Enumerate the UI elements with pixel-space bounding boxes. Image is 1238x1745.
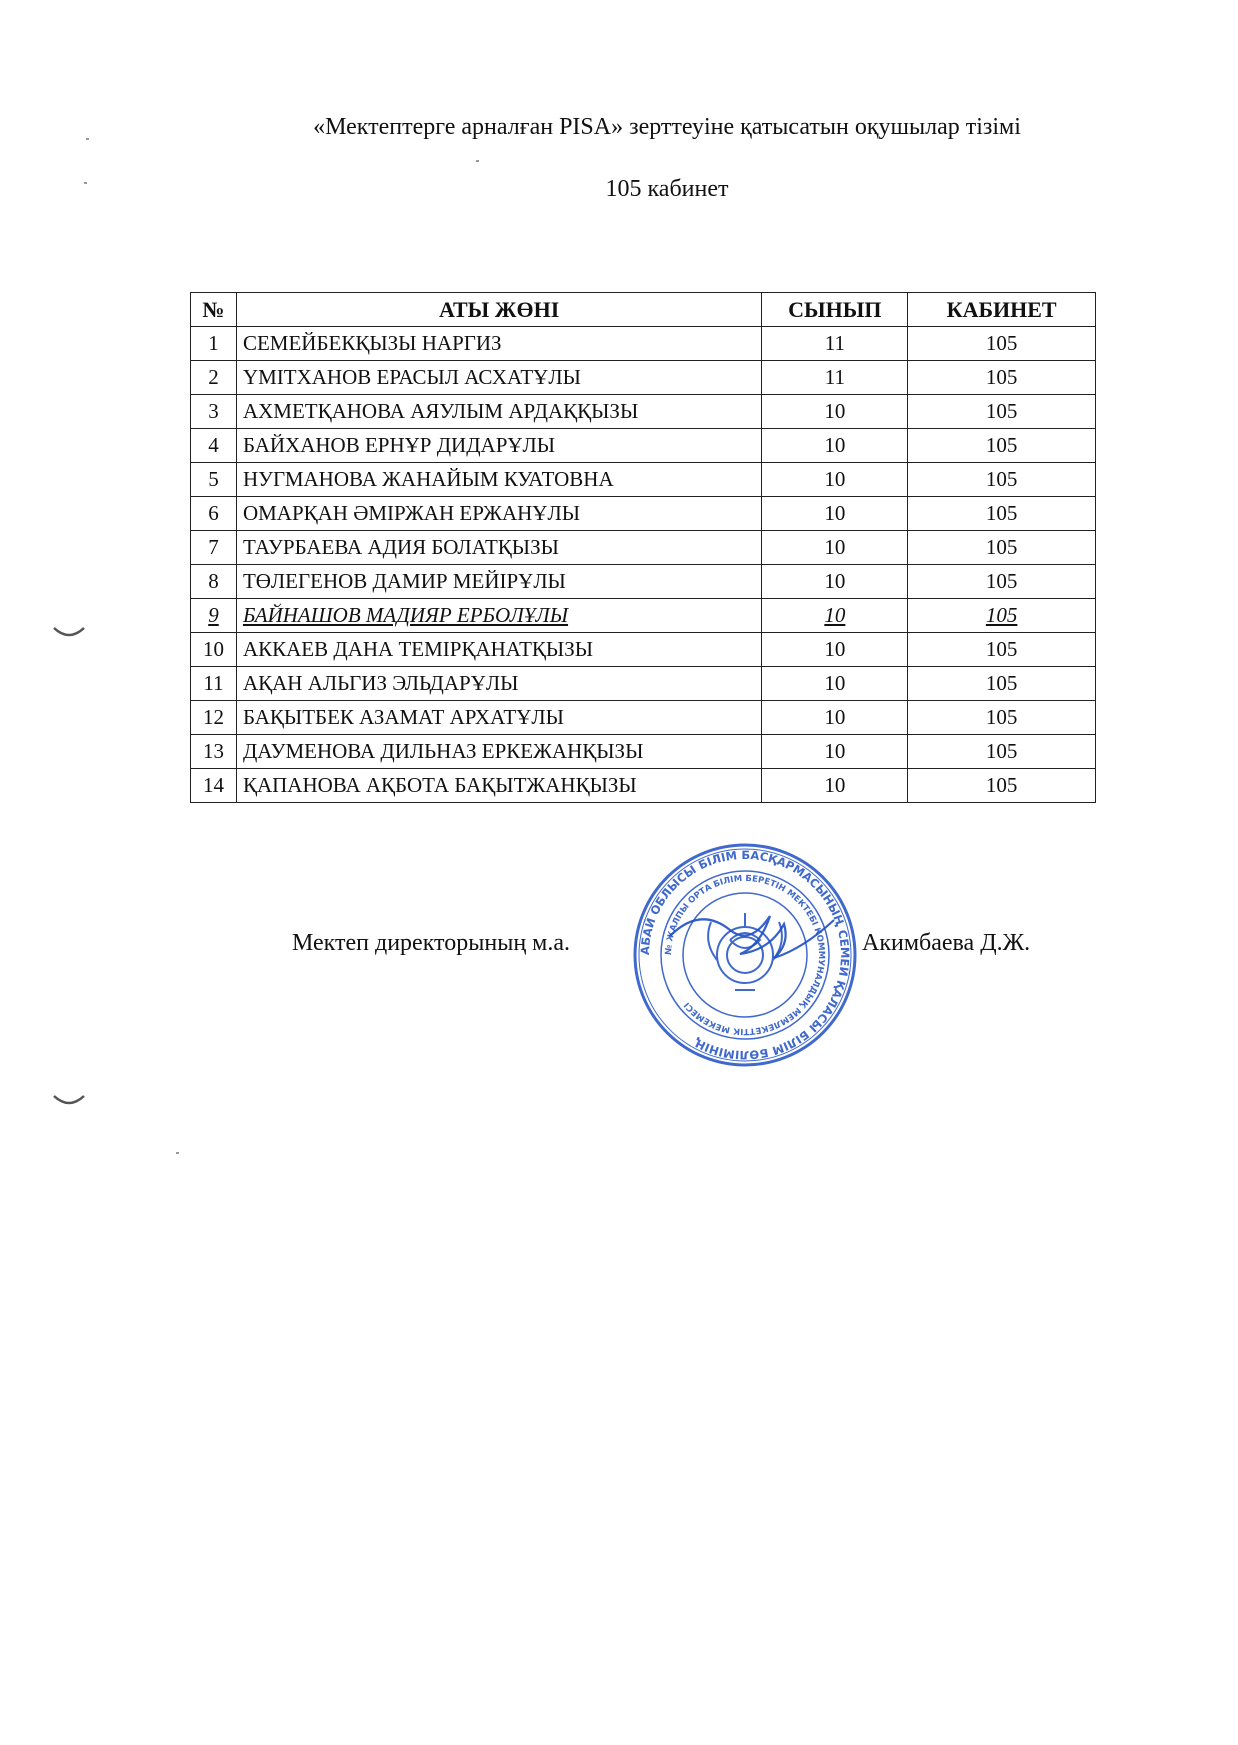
row-grade: 11: [762, 327, 908, 361]
table-row-italic: [191, 599, 1096, 633]
table-row: [191, 395, 1096, 429]
row-name: АҚАН АЛЬГИЗ ЭЛЬДАРҰЛЫ: [236, 667, 762, 701]
row-number: 9: [191, 599, 237, 633]
row-grade: 10: [762, 701, 908, 735]
row-number: 12: [191, 701, 237, 735]
stamp-inner-text: № ЖАЛПЫ ОРТА БІЛІМ БЕРЕТІН МЕКТЕБІ КОММУНАЛДЫҚ МЕМЛЕКЕТТІК МЕКЕМЕСІ: [663, 873, 827, 1037]
stamp-outer-text: АБАЙ ОБЛЫСЫ БІЛІМ БАСҚАРМАСЫНЫҢ СЕМЕЙ ҚАЛАСЫ БІЛІМ БӨЛІМІНІҢ: [637, 847, 853, 1063]
row-name: АХМЕТҚАНОВА АЯУЛЫМ АРДАҚҚЫЗЫ: [236, 395, 762, 429]
signature-name: Акимбаева Д.Ж.: [862, 930, 1031, 956]
row-grade: 10: [762, 769, 908, 803]
table-row: [191, 327, 1096, 361]
table-row: [191, 565, 1096, 599]
row-grade: 10: [762, 633, 908, 667]
signature-label: Мектеп директорының м.а.: [292, 930, 571, 956]
header-number: №: [191, 293, 237, 327]
row-number: 10: [191, 633, 237, 667]
row-grade: 10: [762, 667, 908, 701]
row-number: 13: [191, 735, 237, 769]
row-name: БАЙНАШОВ МАДИЯР ЕРБОЛҰЛЫ: [236, 599, 762, 633]
row-name: ОМАРҚАН ӘМІРЖАН ЕРЖАНҰЛЫ: [236, 497, 762, 531]
table-row: [191, 735, 1096, 769]
row-room: 105: [908, 735, 1096, 769]
row-room: 105: [908, 667, 1096, 701]
row-grade: 10: [762, 497, 908, 531]
row-grade: 10: [762, 599, 908, 633]
row-number: 2: [191, 361, 237, 395]
row-name: АККАЕВ ДАНА ТЕМІРҚАНАТҚЫЗЫ: [236, 633, 762, 667]
document-subtitle: 105 кабинет: [605, 176, 729, 202]
header-name: АТЫ ЖӨНІ: [236, 293, 762, 327]
students-table: [190, 292, 1096, 803]
row-grade: 10: [762, 463, 908, 497]
row-room: 105: [908, 531, 1096, 565]
row-name: ТАУРБАЕВА АДИЯ БОЛАТҚЫЗЫ: [236, 531, 762, 565]
row-name: БАЙХАНОВ ЕРНҰР ДИДАРҰЛЫ: [236, 429, 762, 463]
punch-hole-mark: [52, 626, 86, 640]
row-name: НУГМАНОВА ЖАНАЙЫМ КУАТОВНА: [236, 463, 762, 497]
row-grade: 10: [762, 531, 908, 565]
row-number: 1: [191, 327, 237, 361]
table-row: [191, 361, 1096, 395]
row-number: 8: [191, 565, 237, 599]
row-name: ТӨЛЕГЕНОВ ДАМИР МЕЙІРҰЛЫ: [236, 565, 762, 599]
table-row: [191, 463, 1096, 497]
row-room: 105: [908, 463, 1096, 497]
row-room: 105: [908, 327, 1096, 361]
row-room: 105: [908, 701, 1096, 735]
row-room: 105: [908, 769, 1096, 803]
document-title: «Мектептерге арналған PISA» зерттеуіне қатысатын оқушылар тізімі: [313, 114, 1021, 140]
row-name: СЕМЕЙБЕКҚЫЗЫ НАРГИЗ: [236, 327, 762, 361]
scan-speck: [176, 1152, 179, 1154]
table-row: [191, 701, 1096, 735]
row-number: 11: [191, 667, 237, 701]
row-number: 4: [191, 429, 237, 463]
row-name: ҮМІТХАНОВ ЕРАСЫЛ АСХАТҰЛЫ: [236, 361, 762, 395]
row-grade: 10: [762, 735, 908, 769]
row-number: 6: [191, 497, 237, 531]
row-number: 14: [191, 769, 237, 803]
header-room: КАБИНЕТ: [908, 293, 1096, 327]
row-grade: 11: [762, 361, 908, 395]
row-room: 105: [908, 395, 1096, 429]
row-name: ҚАПАНОВА АҚБОТА БАҚЫТЖАНҚЫЗЫ: [236, 769, 762, 803]
row-room: 105: [908, 565, 1096, 599]
row-number: 5: [191, 463, 237, 497]
row-number: 3: [191, 395, 237, 429]
row-room: 105: [908, 633, 1096, 667]
scan-speck: [86, 138, 89, 140]
row-grade: 10: [762, 395, 908, 429]
row-room: 105: [908, 599, 1096, 633]
table-row: [191, 633, 1096, 667]
official-stamp: [630, 840, 860, 1070]
row-grade: 10: [762, 429, 908, 463]
table-row: [191, 531, 1096, 565]
punch-hole-mark: [52, 1094, 86, 1108]
row-name: БАҚЫТБЕК АЗАМАТ АРХАТҰЛЫ: [236, 701, 762, 735]
scan-speck: [476, 160, 479, 162]
table-row: [191, 667, 1096, 701]
svg-text:№ ЖАЛПЫ ОРТА БІЛІМ БЕРЕТІН МЕК: [664, 874, 826, 1036]
scan-speck: [84, 182, 87, 184]
row-number: 7: [191, 531, 237, 565]
row-grade: 10: [762, 565, 908, 599]
table-header-row: [191, 293, 1096, 327]
row-name: ДАУМЕНОВА ДИЛЬНАЗ ЕРКЕЖАНҚЫЗЫ: [236, 735, 762, 769]
table-row: [191, 429, 1096, 463]
row-room: 105: [908, 361, 1096, 395]
row-room: 105: [908, 429, 1096, 463]
header-grade: СЫНЫП: [762, 293, 908, 327]
row-room: 105: [908, 497, 1096, 531]
table-row: [191, 497, 1096, 531]
table-row: [191, 769, 1096, 803]
